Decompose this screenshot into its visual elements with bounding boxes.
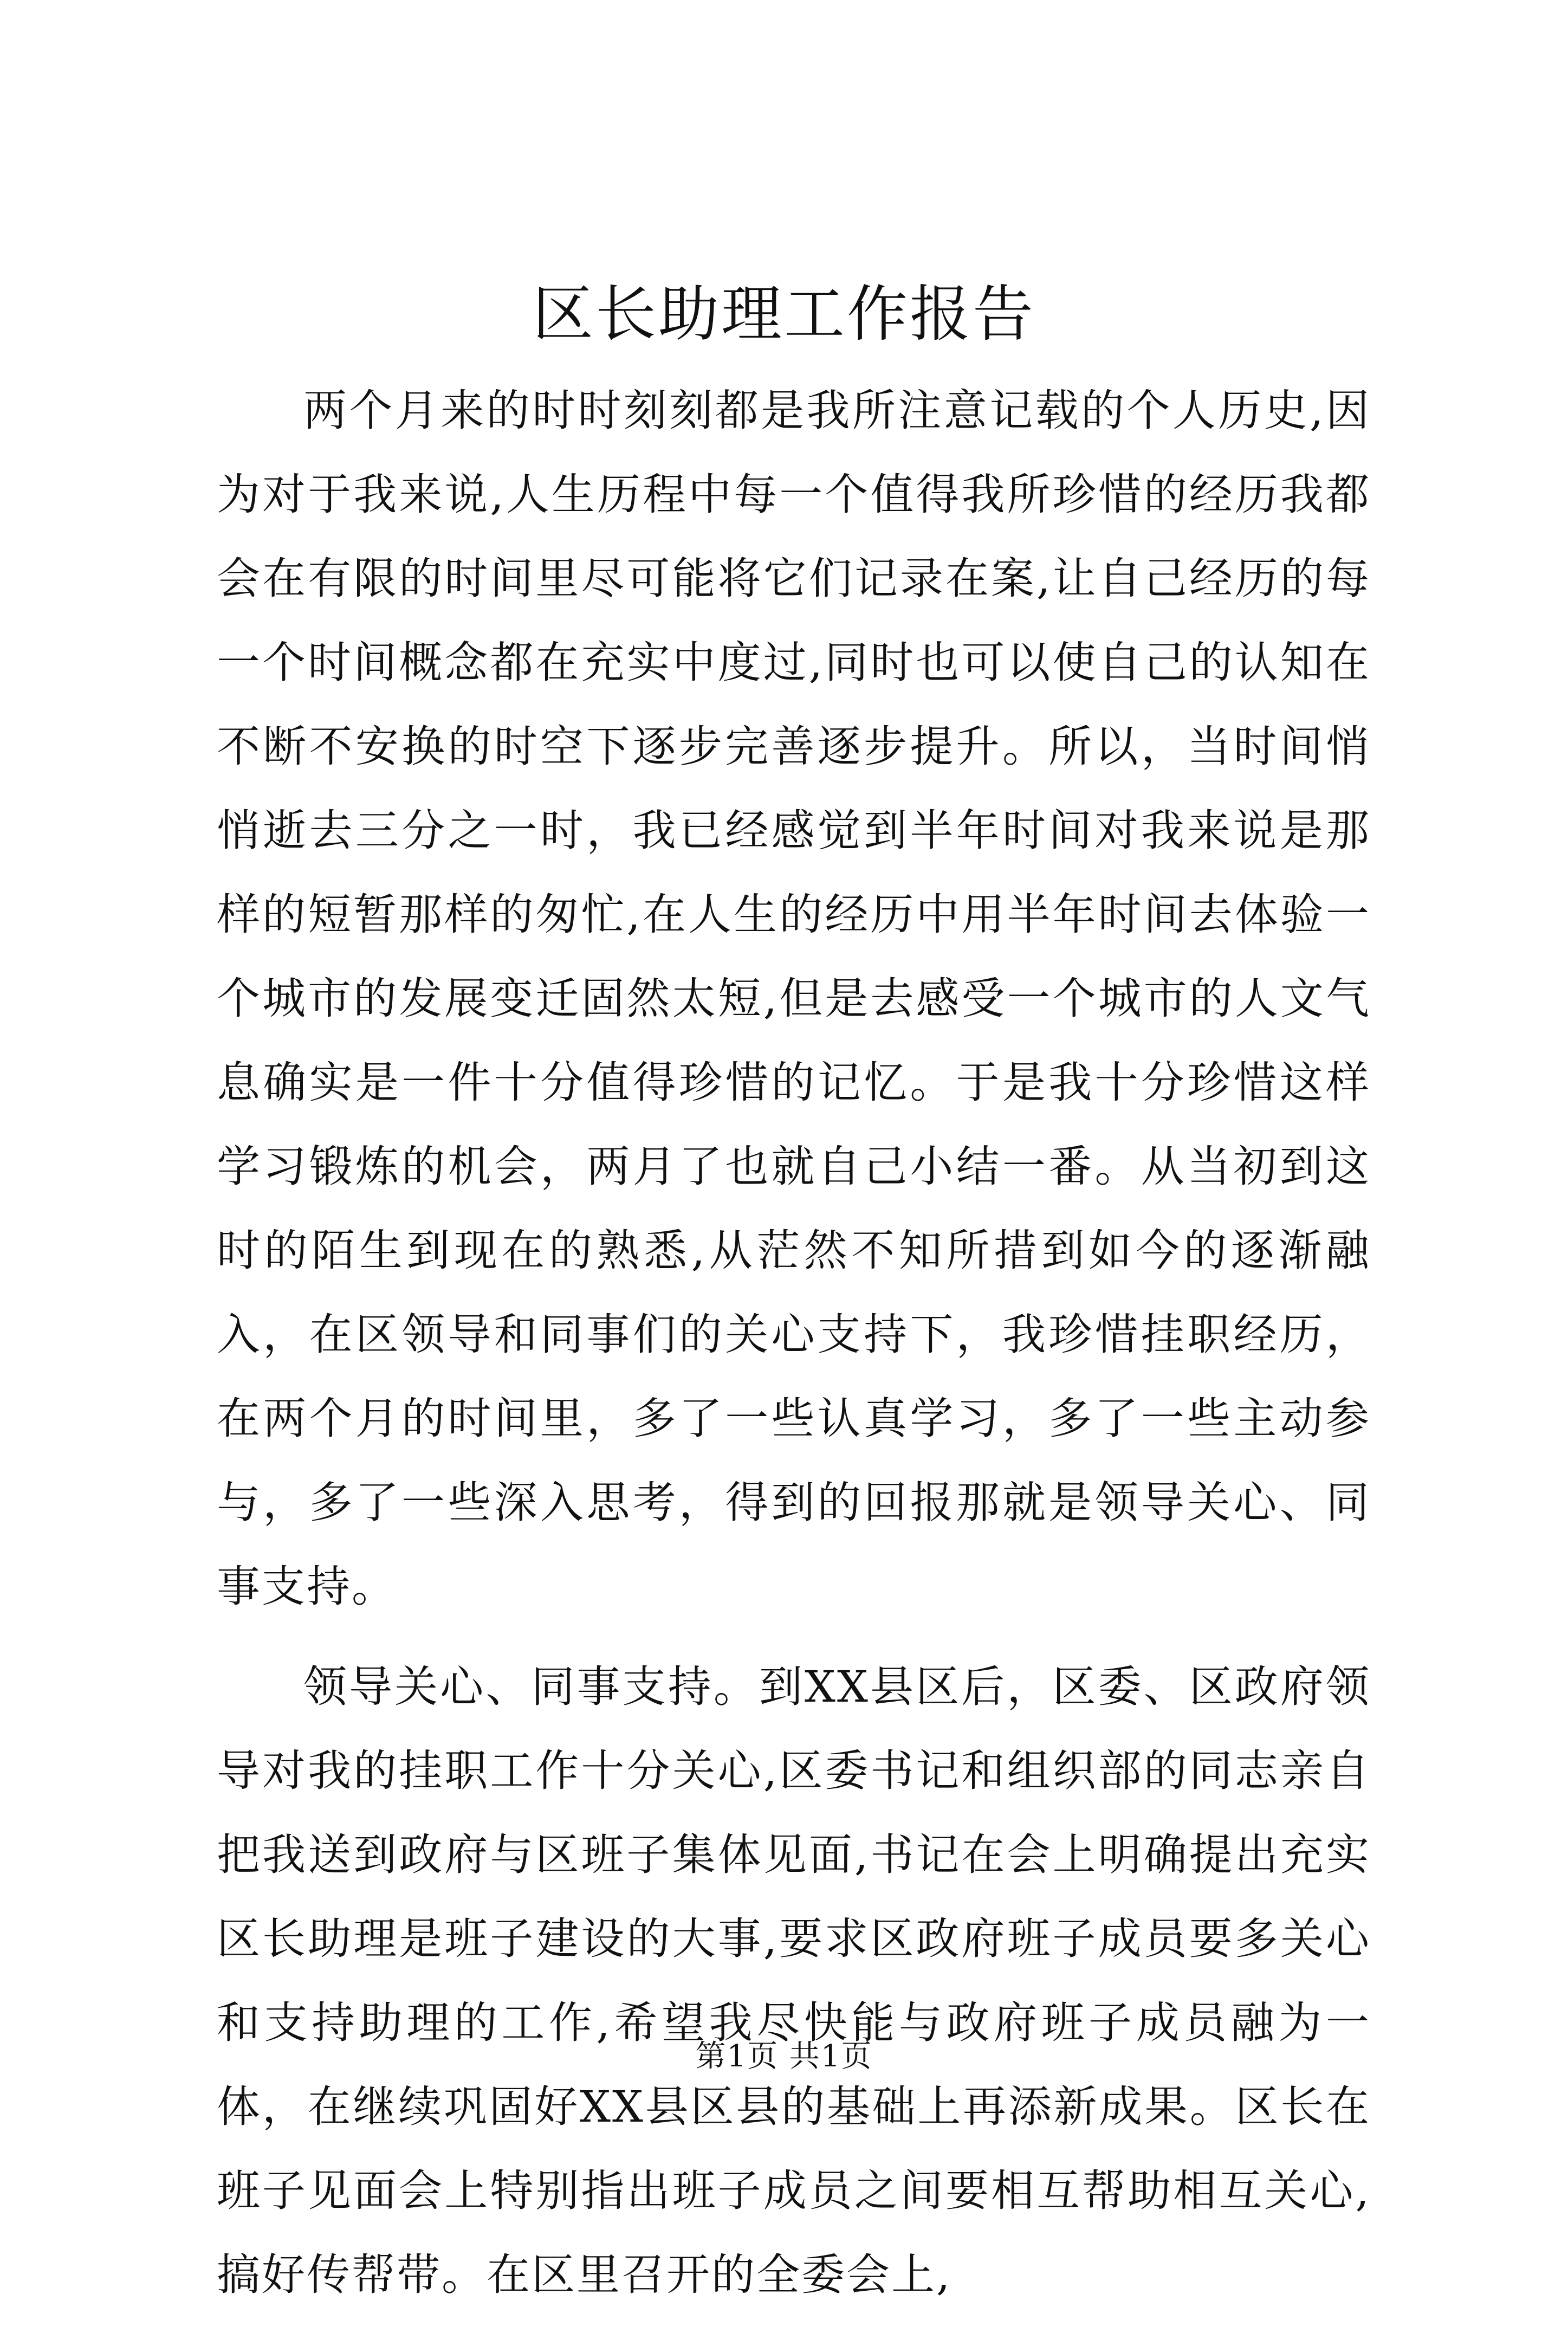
document-title: 区长助理工作报告 (533, 279, 1035, 350)
paragraph-1: 两个月来的时时刻刻都是我所注意记载的个人历史,因为对于我来说,人生历程中每一个值得我所珍惜的经历我都会在有限的时间里尽可能将它们记录在案,让自己经历的每一个时间概念都在充实中度过,同时也可以使自己的认知在不断不安换的时空下逐步完善逐步提升。所以，当时间悄悄逝去三分之一时，我已经感觉到半年时间对我来说是那样的短暂那样的匆忙,在人生的经历中用半年时间去体验一个城市的发展变迁固然太短,但是去感受一个城市的人文气息确实是一件十分值得珍惜的记忆。于是我十分珍惜这样学习锻炼的机会，两月了也就自己小结一番。从当初到这时的陌生到现在的熟悉,从茫然不知所措到如今的逐渐融入，在区领导和同事们的关心支持下，我珍惜挂职经历，在两个月的时间里，多了一些认真学习，多了一些主动参与，多了一些深入思考，得到的回报那就是领导关心、同事支持。 (217, 385, 1371, 1612)
page-footer: 第1页 共1页 (695, 2039, 873, 2074)
paragraph-2: 领导关心、同事支持。到XX县区后，区委、区政府领导对我的挂职工作十分关心,区委书记和组织部的同志亲自把我送到政府与区班子集体见面,书记在会上明确提出充实区长助理是班子建设的大事,要求区政府班子成员要多关心和支持助理的工作,希望我尽快能与政府班子成员融为一体，在继续巩固好XX县区县的基础上再添新成果。区长在班子见面会上特别指出班子成员之间要相互帮助相互关心,搞好传帮带。在区里召开的全委会上, (217, 1662, 1371, 2300)
